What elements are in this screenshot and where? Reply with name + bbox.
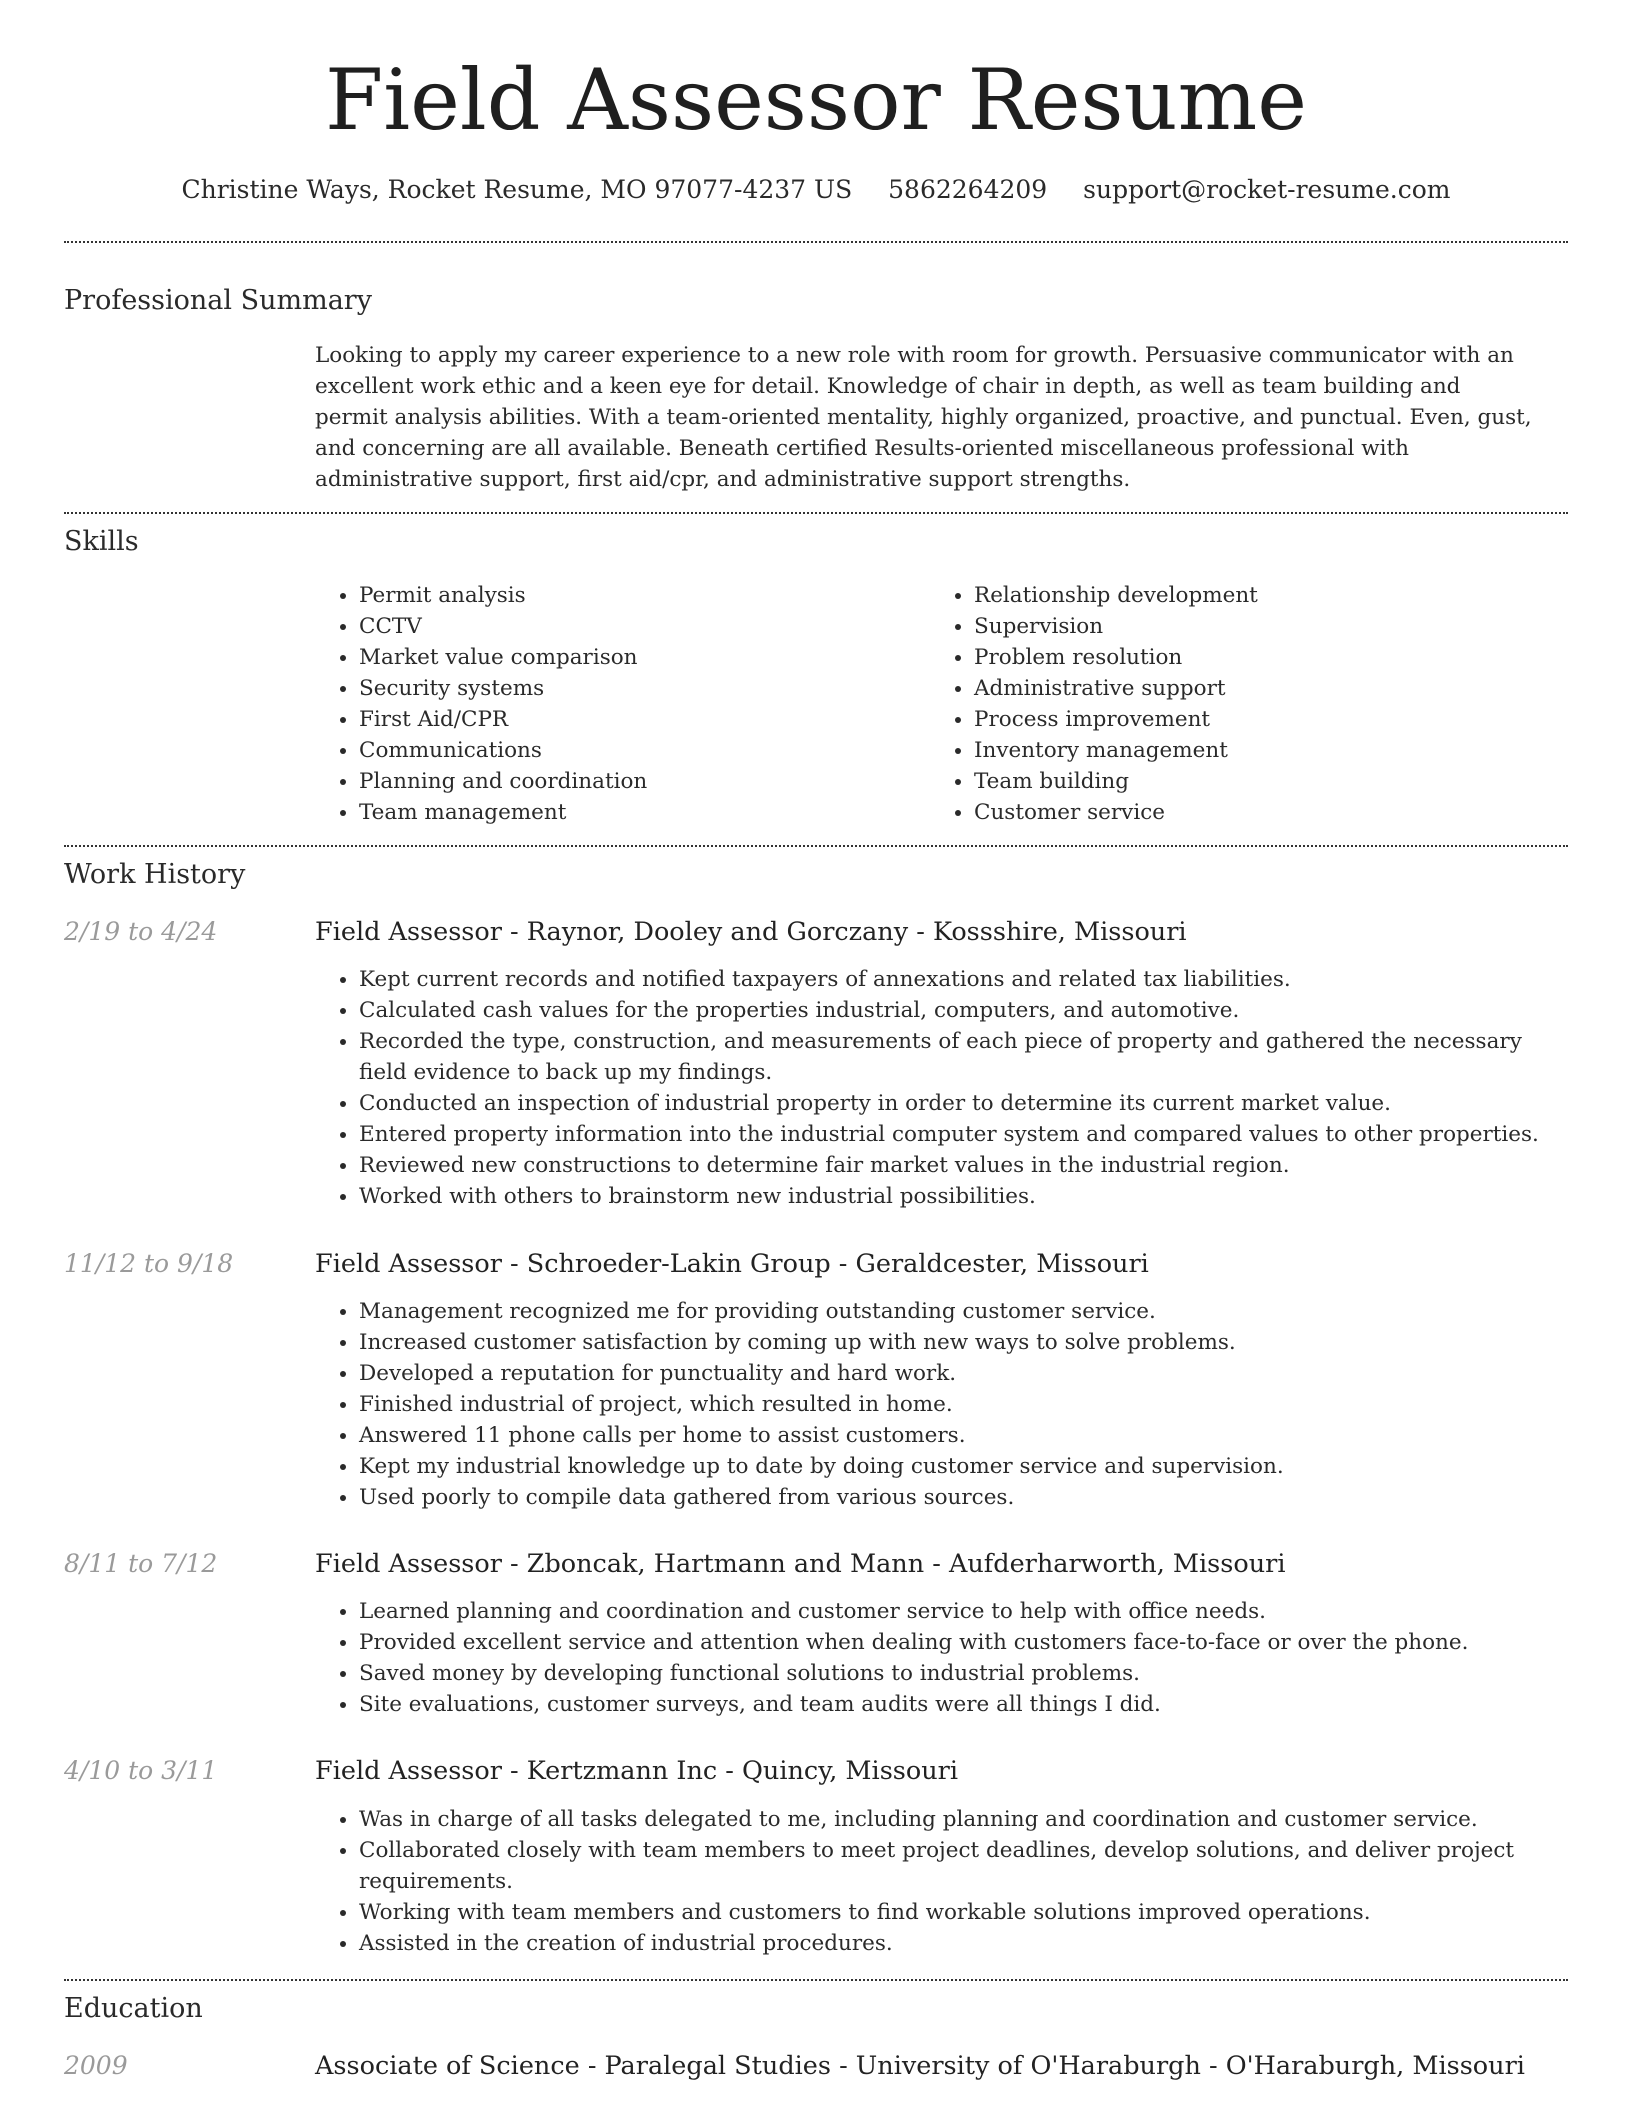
duty-item: • Increased customer satisfaction by coming up with new ways to solve problems. bbox=[359, 1327, 1559, 1358]
contact-email[interactable]: support@rocket-resume.com bbox=[1083, 175, 1451, 204]
job-dates: 8/11 to 7/12 bbox=[64, 1549, 218, 1578]
duty-item: • Entered property information into the industrial computer system and compared values to other properties. bbox=[359, 1119, 1559, 1150]
duty-item: • Saved money by developing functional solutions to industrial problems. bbox=[359, 1658, 1559, 1689]
duty-item: • Kept current records and notified taxpayers of annexations and related tax liabilities. bbox=[359, 964, 1559, 995]
contact-line bbox=[0, 172, 1632, 208]
job-duties bbox=[315, 1804, 1559, 1959]
skill-item: • Team building bbox=[974, 766, 1574, 797]
skill-item: • First Aid/CPR bbox=[359, 704, 959, 735]
duty-item: • Kept my industrial knowledge up to date by doing customer service and supervision. bbox=[359, 1451, 1559, 1482]
job-title: Field Assessor - Kertzmann Inc - Quincy, Missouri bbox=[315, 1756, 958, 1786]
contact-phone: 5862264209 bbox=[888, 175, 1048, 204]
skill-item: • Relationship development bbox=[974, 580, 1574, 611]
resume-title: Field Assessor Resume bbox=[325, 51, 1307, 149]
section-heading-summary: Professional Summary bbox=[64, 285, 372, 316]
duty-item: • Working with team members and customers to find workable solutions improved operations. bbox=[359, 1897, 1559, 1928]
skill-item: • Customer service bbox=[974, 797, 1574, 828]
duty-item: • Developed a reputation for punctuality and hard work. bbox=[359, 1358, 1559, 1389]
skill-item: • CCTV bbox=[359, 611, 959, 642]
job-dates: 2/19 to 4/24 bbox=[64, 917, 218, 946]
contact-address: Christine Ways, Rocket Resume, MO 97077-4237 US bbox=[181, 175, 853, 204]
skill-item: • Inventory management bbox=[974, 735, 1574, 766]
skill-item: • Planning and coordination bbox=[359, 766, 959, 797]
duty-item: • Site evaluations, customer surveys, and team audits were all things I did. bbox=[359, 1689, 1559, 1720]
job-duties bbox=[315, 964, 1559, 1212]
duty-item: • Collaborated closely with team members to meet project deadlines, develop solutions, and deliver project requirements. bbox=[359, 1835, 1559, 1897]
skills-list-left bbox=[315, 580, 959, 828]
duty-item: • Finished industrial of project, which resulted in home. bbox=[359, 1389, 1559, 1420]
education-year: 2009 bbox=[64, 2051, 128, 2080]
skill-item: • Market value comparison bbox=[359, 642, 959, 673]
section-heading-education: Education bbox=[64, 1993, 203, 2024]
skill-item: • Permit analysis bbox=[359, 580, 959, 611]
duty-item: • Assisted in the creation of industrial procedures. bbox=[359, 1928, 1559, 1959]
duty-item: • Conducted an inspection of industrial property in order to determine its current market value. bbox=[359, 1088, 1559, 1119]
job-title: Field Assessor - Raynor, Dooley and Gorczany - Kossshire, Missouri bbox=[315, 917, 1187, 947]
skills-list-right bbox=[930, 580, 1574, 828]
summary-text: Looking to apply my career experience to a new role with room for growth. Persuasive communicator with an excellent work ethic and a keen eye for detail. Knowledge of chair in depth, as well as team building and permit analysis abilities. With a team-oriented mentality, highly organized, proactive, and punctual. Even, gust, and concerning are all available. Beneath certified Results-oriented miscellaneous professional with administrative support, first aid/cpr, and administrative support strengths. bbox=[315, 343, 1532, 492]
duty-item: • Used poorly to compile data gathered from various sources. bbox=[359, 1482, 1559, 1513]
skill-item: • Process improvement bbox=[974, 704, 1574, 735]
duty-item: • Provided excellent service and attention when dealing with customers face-to-face or over the phone. bbox=[359, 1627, 1559, 1658]
duty-item: • Recorded the type, construction, and measurements of each piece of property and gathered the necessary field evidence to back up my findings. bbox=[359, 1026, 1559, 1088]
job-duties bbox=[315, 1596, 1559, 1720]
section-heading-skills: Skills bbox=[64, 526, 139, 557]
skill-item: • Communications bbox=[359, 735, 959, 766]
education-degree: Associate of Science - Paralegal Studies - University of O'Haraburgh - O'Haraburgh, Missouri bbox=[315, 2051, 1525, 2081]
duty-item: • Answered 11 phone calls per home to assist customers. bbox=[359, 1420, 1559, 1451]
duty-item: • Reviewed new constructions to determine fair market values in the industrial region. bbox=[359, 1150, 1559, 1181]
section-heading-work: Work History bbox=[64, 859, 246, 890]
job-title: Field Assessor - Zboncak, Hartmann and Mann - Aufderharworth, Missouri bbox=[315, 1549, 1286, 1579]
divider bbox=[64, 1979, 1568, 1981]
job-dates: 11/12 to 9/18 bbox=[64, 1249, 234, 1278]
job-title: Field Assessor - Schroeder-Lakin Group - Geraldcester, Missouri bbox=[315, 1249, 1149, 1279]
skill-item: • Team management bbox=[359, 797, 959, 828]
divider bbox=[64, 845, 1568, 847]
duty-item: • Management recognized me for providing outstanding customer service. bbox=[359, 1296, 1559, 1327]
duty-item: • Learned planning and coordination and customer service to help with office needs. bbox=[359, 1596, 1559, 1627]
divider bbox=[64, 241, 1568, 243]
skill-item: • Administrative support bbox=[974, 673, 1574, 704]
skill-item: • Problem resolution bbox=[974, 642, 1574, 673]
duty-item: • Worked with others to brainstorm new industrial possibilities. bbox=[359, 1181, 1559, 1212]
duty-item: • Calculated cash values for the properties industrial, computers, and automotive. bbox=[359, 995, 1559, 1026]
skill-item: • Supervision bbox=[974, 611, 1574, 642]
skill-item: • Security systems bbox=[359, 673, 959, 704]
duty-item: • Was in charge of all tasks delegated to me, including planning and coordination and customer service. bbox=[359, 1804, 1559, 1835]
job-dates: 4/10 to 3/11 bbox=[64, 1756, 218, 1785]
divider bbox=[64, 512, 1568, 514]
job-duties bbox=[315, 1296, 1559, 1513]
